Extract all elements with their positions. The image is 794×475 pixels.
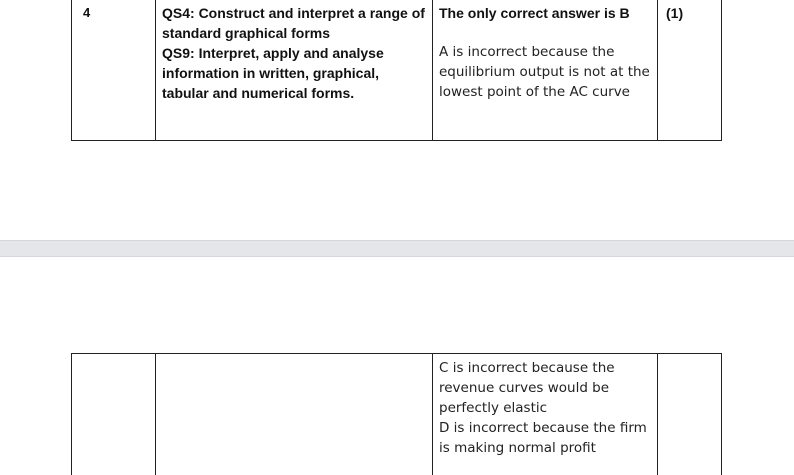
mark-cell	[657, 354, 722, 475]
mark: (1)	[666, 5, 684, 21]
table-row	[71, 353, 722, 475]
explanation-a: A is incorrect because the equilibrium output is not at the lowest point of the AC curve	[439, 44, 650, 100]
answer-cell	[432, 354, 657, 475]
question-number: 4	[83, 5, 91, 20]
correct-answer: The only correct answer is B	[439, 5, 630, 21]
explanation-c: C is incorrect because the revenue curves would be perfectly elastic	[439, 360, 615, 416]
explanation-d: D is incorrect because the firm is making normal profit	[439, 420, 647, 456]
question-number-cell	[71, 0, 155, 140]
table-row	[71, 0, 722, 141]
spec-ref-qs9: QS9: Interpret, apply and analyse information in written, graphical, tabular and numerical forms.	[162, 45, 384, 101]
question-number-cell	[71, 354, 155, 475]
answer-cell	[432, 0, 657, 140]
spec-ref-qs4: QS4: Construct and interpret a range of standard graphical forms	[162, 5, 425, 41]
spacer	[439, 23, 651, 42]
specification-cell	[155, 0, 432, 140]
specification-cell	[155, 354, 432, 475]
page-separator	[0, 240, 794, 257]
mark-cell	[657, 0, 722, 140]
